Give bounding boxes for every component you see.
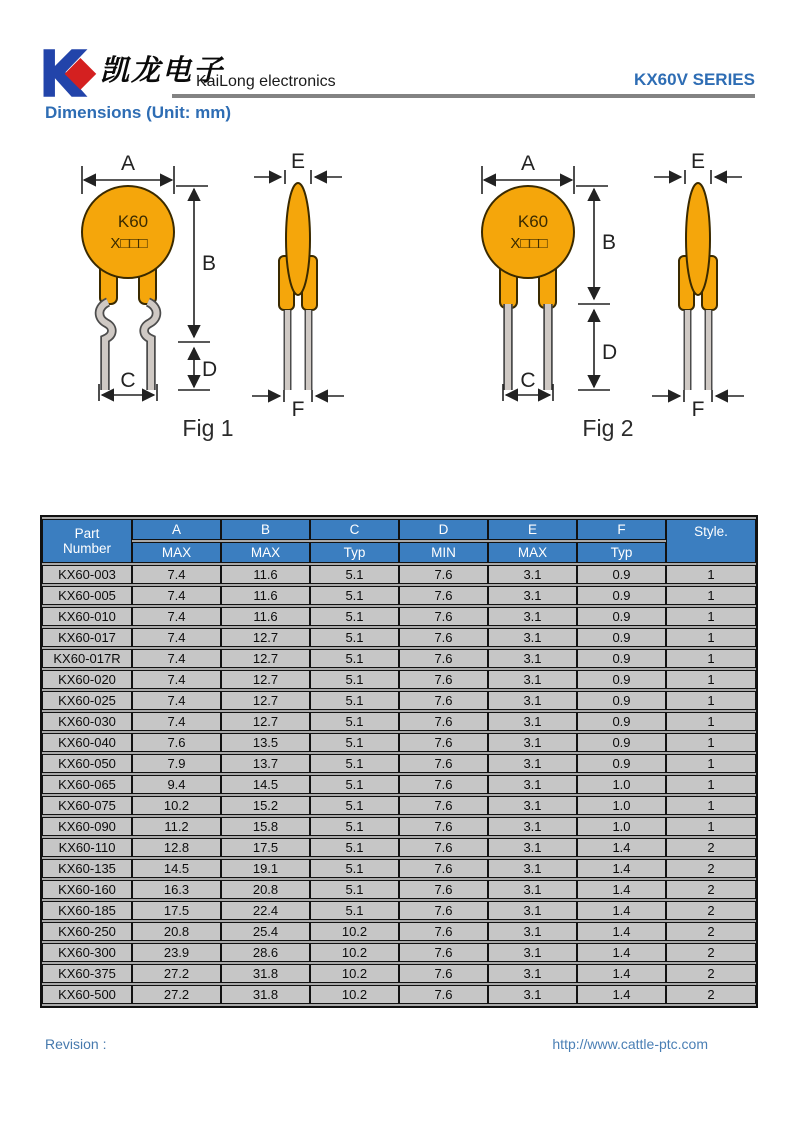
part-number-cell: KX60-003 [42, 565, 132, 584]
col-header-D: D [399, 519, 488, 540]
dim-a-cell: 23.9 [132, 943, 221, 962]
dim-a-cell: 7.6 [132, 733, 221, 752]
dim-e-cell: 3.1 [488, 817, 577, 836]
style-cell: 1 [666, 628, 756, 647]
page-header [40, 40, 755, 102]
dim-label-D: D [202, 358, 218, 381]
figure-1-caption: Fig 1 [182, 415, 234, 441]
dim-c-cell: 5.1 [310, 817, 399, 836]
dim-d-cell: 7.6 [399, 691, 488, 710]
part-number-cell: KX60-050 [42, 754, 132, 773]
dim-b-cell: 25.4 [221, 922, 310, 941]
dim-c-cell: 5.1 [310, 649, 399, 668]
dim-e-cell: 3.1 [488, 754, 577, 773]
dim-c-cell: 5.1 [310, 670, 399, 689]
dim-c-cell: 5.1 [310, 775, 399, 794]
ptc-disc [482, 186, 574, 278]
table-header [42, 519, 756, 563]
dim-d-cell: 7.6 [399, 922, 488, 941]
dim-b-cell: 12.7 [221, 670, 310, 689]
table-row [42, 607, 756, 626]
col-header-E: E [488, 519, 577, 540]
dim-f-cell: 0.9 [577, 733, 666, 752]
part-number-cell: KX60-110 [42, 838, 132, 857]
revision-label: Revision : [45, 1036, 107, 1052]
part-number-header [42, 519, 132, 563]
dim-e-cell: 3.1 [488, 985, 577, 1004]
dim-e-cell: 3.1 [488, 565, 577, 584]
dim-label-D: D [602, 341, 618, 364]
table-row [42, 649, 756, 668]
style-cell: 1 [666, 565, 756, 584]
table-row [42, 754, 756, 773]
dim-c-cell: 10.2 [310, 964, 399, 983]
website-link[interactable]: http://www.cattle-ptc.com [552, 1036, 708, 1052]
dim-d-cell: 7.6 [399, 880, 488, 899]
dim-b-cell: 17.5 [221, 838, 310, 857]
dim-e-cell: 3.1 [488, 901, 577, 920]
table-row [42, 796, 756, 815]
disc-marking-top: K60 [517, 212, 549, 231]
dim-e-cell: 3.1 [488, 922, 577, 941]
style-cell: 1 [666, 775, 756, 794]
disc-marking-top: K60 [117, 212, 149, 231]
dim-d-cell: 7.6 [399, 712, 488, 731]
dim-c-cell: 5.1 [310, 607, 399, 626]
dim-d-cell: 7.6 [399, 775, 488, 794]
part-number-cell: KX60-017 [42, 628, 132, 647]
col-header-A: A [132, 519, 221, 540]
table-row [42, 628, 756, 647]
table-row [42, 985, 756, 1004]
dim-f-cell: 0.9 [577, 670, 666, 689]
dim-d-cell: 7.6 [399, 733, 488, 752]
col-spec-B: MAX [221, 542, 310, 563]
dim-d-cell: 7.6 [399, 628, 488, 647]
table-row [42, 817, 756, 836]
dim-e-cell: 3.1 [488, 796, 577, 815]
series-title: KX60V SERIES [634, 70, 755, 89]
dim-label-F: F [691, 398, 705, 421]
table-row [42, 733, 756, 752]
dim-e-cell: 3.1 [488, 859, 577, 878]
dim-d-cell: 7.6 [399, 565, 488, 584]
dim-f-cell: 1.0 [577, 796, 666, 815]
style-cell: 2 [666, 985, 756, 1004]
part-number-cell: KX60-017R [42, 649, 132, 668]
part-header-line2: Number [62, 541, 111, 556]
part-number-cell: KX60-250 [42, 922, 132, 941]
col-header-B: B [221, 519, 310, 540]
dim-f-cell: 0.9 [577, 565, 666, 584]
dim-b-cell: 13.7 [221, 754, 310, 773]
dim-b-cell: 20.8 [221, 880, 310, 899]
dim-a-cell: 10.2 [132, 796, 221, 815]
dim-c-cell: 5.1 [310, 733, 399, 752]
section-title: Dimensions (Unit: mm) [45, 103, 232, 122]
dim-a-cell: 27.2 [132, 964, 221, 983]
dim-label-B: B [602, 231, 617, 254]
dim-a-cell: 17.5 [132, 901, 221, 920]
dim-a-cell: 7.4 [132, 565, 221, 584]
style-cell: 1 [666, 754, 756, 773]
dim-c-cell: 5.1 [310, 838, 399, 857]
dim-d-cell: 7.6 [399, 901, 488, 920]
part-number-cell: KX60-090 [42, 817, 132, 836]
table-row [42, 901, 756, 920]
figure-2-drawing [448, 144, 788, 444]
dim-label-A: A [120, 152, 136, 175]
dim-d-cell: 7.6 [399, 943, 488, 962]
dim-label-B: B [202, 252, 217, 275]
dim-a-cell: 7.4 [132, 628, 221, 647]
dim-a-cell: 7.4 [132, 586, 221, 605]
style-cell: 1 [666, 670, 756, 689]
table-row [42, 712, 756, 731]
style-cell: 2 [666, 901, 756, 920]
part-number-cell: KX60-020 [42, 670, 132, 689]
dim-f-cell: 1.4 [577, 922, 666, 941]
company-name-english: KaiLong electronics [196, 73, 336, 90]
disc-marking-bottom: X□□□ [510, 235, 548, 252]
figure-2-caption: Fig 2 [582, 415, 634, 441]
dim-d-cell: 7.6 [399, 985, 488, 1004]
dim-b-cell: 19.1 [221, 859, 310, 878]
part-number-cell: KX60-500 [42, 985, 132, 1004]
dim-f-cell: 1.4 [577, 985, 666, 1004]
table-row [42, 691, 756, 710]
table-row [42, 922, 756, 941]
dim-c-cell: 5.1 [310, 859, 399, 878]
dim-f-cell: 0.9 [577, 586, 666, 605]
part-number-cell: KX60-375 [42, 964, 132, 983]
dim-f-cell: 1.0 [577, 817, 666, 836]
dim-a-cell: 9.4 [132, 775, 221, 794]
dim-f-cell: 0.9 [577, 649, 666, 668]
dim-c-cell: 5.1 [310, 565, 399, 584]
table-row [42, 859, 756, 878]
dim-b-cell: 22.4 [221, 901, 310, 920]
dim-e-cell: 3.1 [488, 880, 577, 899]
col-spec-E: MAX [488, 542, 577, 563]
dim-a-cell: 12.8 [132, 838, 221, 857]
dim-b-cell: 11.6 [221, 565, 310, 584]
dim-b-cell: 13.5 [221, 733, 310, 752]
dim-a-cell: 7.9 [132, 754, 221, 773]
dim-a-cell: 14.5 [132, 859, 221, 878]
header-divider [172, 94, 755, 98]
ptc-disc [82, 186, 174, 278]
company-name-chinese: 凯龙电子 [100, 53, 225, 87]
dim-label-C: C [120, 369, 136, 392]
col-spec-A: MAX [132, 542, 221, 563]
dim-c-cell: 5.1 [310, 691, 399, 710]
dim-a-cell: 7.4 [132, 712, 221, 731]
part-number-cell: KX60-075 [42, 796, 132, 815]
side-disc-profile [686, 183, 710, 295]
dim-f-cell: 1.4 [577, 964, 666, 983]
dim-f-cell: 1.4 [577, 901, 666, 920]
dim-d-cell: 7.6 [399, 586, 488, 605]
dim-f-cell: 1.0 [577, 775, 666, 794]
part-number-cell: KX60-065 [42, 775, 132, 794]
side-disc-profile [286, 183, 310, 295]
dim-label-E: E [690, 150, 706, 173]
style-cell: 2 [666, 838, 756, 857]
style-cell: 1 [666, 733, 756, 752]
dim-c-cell: 5.1 [310, 901, 399, 920]
part-number-cell: KX60-040 [42, 733, 132, 752]
dim-f-cell: 0.9 [577, 754, 666, 773]
col-header-C: C [310, 519, 399, 540]
table-row [42, 838, 756, 857]
part-number-cell: KX60-030 [42, 712, 132, 731]
dim-e-cell: 3.1 [488, 838, 577, 857]
dim-c-cell: 5.1 [310, 796, 399, 815]
dim-b-cell: 12.7 [221, 649, 310, 668]
dim-b-cell: 11.6 [221, 586, 310, 605]
col-spec-F: Typ [577, 542, 666, 563]
dim-e-cell: 3.1 [488, 775, 577, 794]
figure-1-drawing [48, 144, 388, 444]
dim-f-cell: 1.4 [577, 943, 666, 962]
dim-label-C: C [520, 369, 536, 392]
dim-b-cell: 15.2 [221, 796, 310, 815]
dim-b-cell: 12.7 [221, 712, 310, 731]
dim-c-cell: 5.1 [310, 712, 399, 731]
dim-c-cell: 5.1 [310, 754, 399, 773]
dim-a-cell: 20.8 [132, 922, 221, 941]
dim-a-cell: 7.4 [132, 670, 221, 689]
dim-c-cell: 10.2 [310, 985, 399, 1004]
dim-b-cell: 31.8 [221, 985, 310, 1004]
dim-a-cell: 7.4 [132, 691, 221, 710]
style-cell: 2 [666, 964, 756, 983]
dim-a-cell: 27.2 [132, 985, 221, 1004]
dim-e-cell: 3.1 [488, 670, 577, 689]
style-cell: 1 [666, 586, 756, 605]
col-spec-D: MIN [399, 542, 488, 563]
table-row [42, 586, 756, 605]
dim-a-cell: 7.4 [132, 649, 221, 668]
dim-e-cell: 3.1 [488, 649, 577, 668]
part-number-cell: KX60-185 [42, 901, 132, 920]
dim-b-cell: 12.7 [221, 628, 310, 647]
style-cell: 1 [666, 796, 756, 815]
dim-label-A: A [520, 152, 536, 175]
dim-c-cell: 10.2 [310, 922, 399, 941]
dim-f-cell: 0.9 [577, 628, 666, 647]
dim-c-cell: 5.1 [310, 628, 399, 647]
table-row [42, 964, 756, 983]
dim-b-cell: 28.6 [221, 943, 310, 962]
disc-marking-bottom: X□□□ [110, 235, 148, 252]
part-number-cell: KX60-005 [42, 586, 132, 605]
dim-label-F: F [291, 398, 305, 421]
table-row [42, 943, 756, 962]
dim-d-cell: 7.6 [399, 670, 488, 689]
style-cell: 1 [666, 712, 756, 731]
dim-e-cell: 3.1 [488, 691, 577, 710]
style-cell: 2 [666, 922, 756, 941]
dim-c-cell: 5.1 [310, 880, 399, 899]
dim-c-cell: 10.2 [310, 943, 399, 962]
dimensions-table [40, 515, 758, 1008]
dim-c-cell: 5.1 [310, 586, 399, 605]
dim-e-cell: 3.1 [488, 607, 577, 626]
dim-e-cell: 3.1 [488, 733, 577, 752]
table-row [42, 670, 756, 689]
part-number-cell: KX60-300 [42, 943, 132, 962]
dim-e-cell: 3.1 [488, 712, 577, 731]
dim-label-E: E [290, 150, 306, 173]
dim-e-cell: 3.1 [488, 586, 577, 605]
part-number-cell: KX60-160 [42, 880, 132, 899]
dim-b-cell: 11.6 [221, 607, 310, 626]
dim-d-cell: 7.6 [399, 838, 488, 857]
dim-e-cell: 3.1 [488, 943, 577, 962]
style-cell: 2 [666, 880, 756, 899]
style-cell: 1 [666, 817, 756, 836]
table-row [42, 880, 756, 899]
dim-f-cell: 1.4 [577, 838, 666, 857]
dim-a-cell: 16.3 [132, 880, 221, 899]
col-spec-C: Typ [310, 542, 399, 563]
style-cell: 1 [666, 607, 756, 626]
dim-d-cell: 7.6 [399, 964, 488, 983]
dim-d-cell: 7.6 [399, 754, 488, 773]
part-number-cell: KX60-025 [42, 691, 132, 710]
part-number-cell: KX60-135 [42, 859, 132, 878]
dim-e-cell: 3.1 [488, 628, 577, 647]
table-row [42, 775, 756, 794]
style-header: Style. [666, 519, 756, 563]
dim-b-cell: 14.5 [221, 775, 310, 794]
dim-d-cell: 7.6 [399, 796, 488, 815]
dim-b-cell: 15.8 [221, 817, 310, 836]
kailong-logo [40, 42, 98, 104]
table-row [42, 565, 756, 584]
part-header-line1: Part [74, 526, 100, 541]
style-cell: 2 [666, 859, 756, 878]
dim-f-cell: 1.4 [577, 880, 666, 899]
dim-a-cell: 11.2 [132, 817, 221, 836]
dim-e-cell: 3.1 [488, 964, 577, 983]
dim-a-cell: 7.4 [132, 607, 221, 626]
dim-b-cell: 31.8 [221, 964, 310, 983]
style-cell: 2 [666, 943, 756, 962]
dim-d-cell: 7.6 [399, 649, 488, 668]
dimensions-table-body [42, 565, 756, 1004]
part-number-cell: KX60-010 [42, 607, 132, 626]
dim-d-cell: 7.6 [399, 817, 488, 836]
dim-f-cell: 0.9 [577, 712, 666, 731]
style-cell: 1 [666, 691, 756, 710]
dim-f-cell: 1.4 [577, 859, 666, 878]
dim-d-cell: 7.6 [399, 607, 488, 626]
dim-f-cell: 0.9 [577, 691, 666, 710]
dim-d-cell: 7.6 [399, 859, 488, 878]
dim-f-cell: 0.9 [577, 607, 666, 626]
col-header-F: F [577, 519, 666, 540]
style-cell: 1 [666, 649, 756, 668]
dim-b-cell: 12.7 [221, 691, 310, 710]
